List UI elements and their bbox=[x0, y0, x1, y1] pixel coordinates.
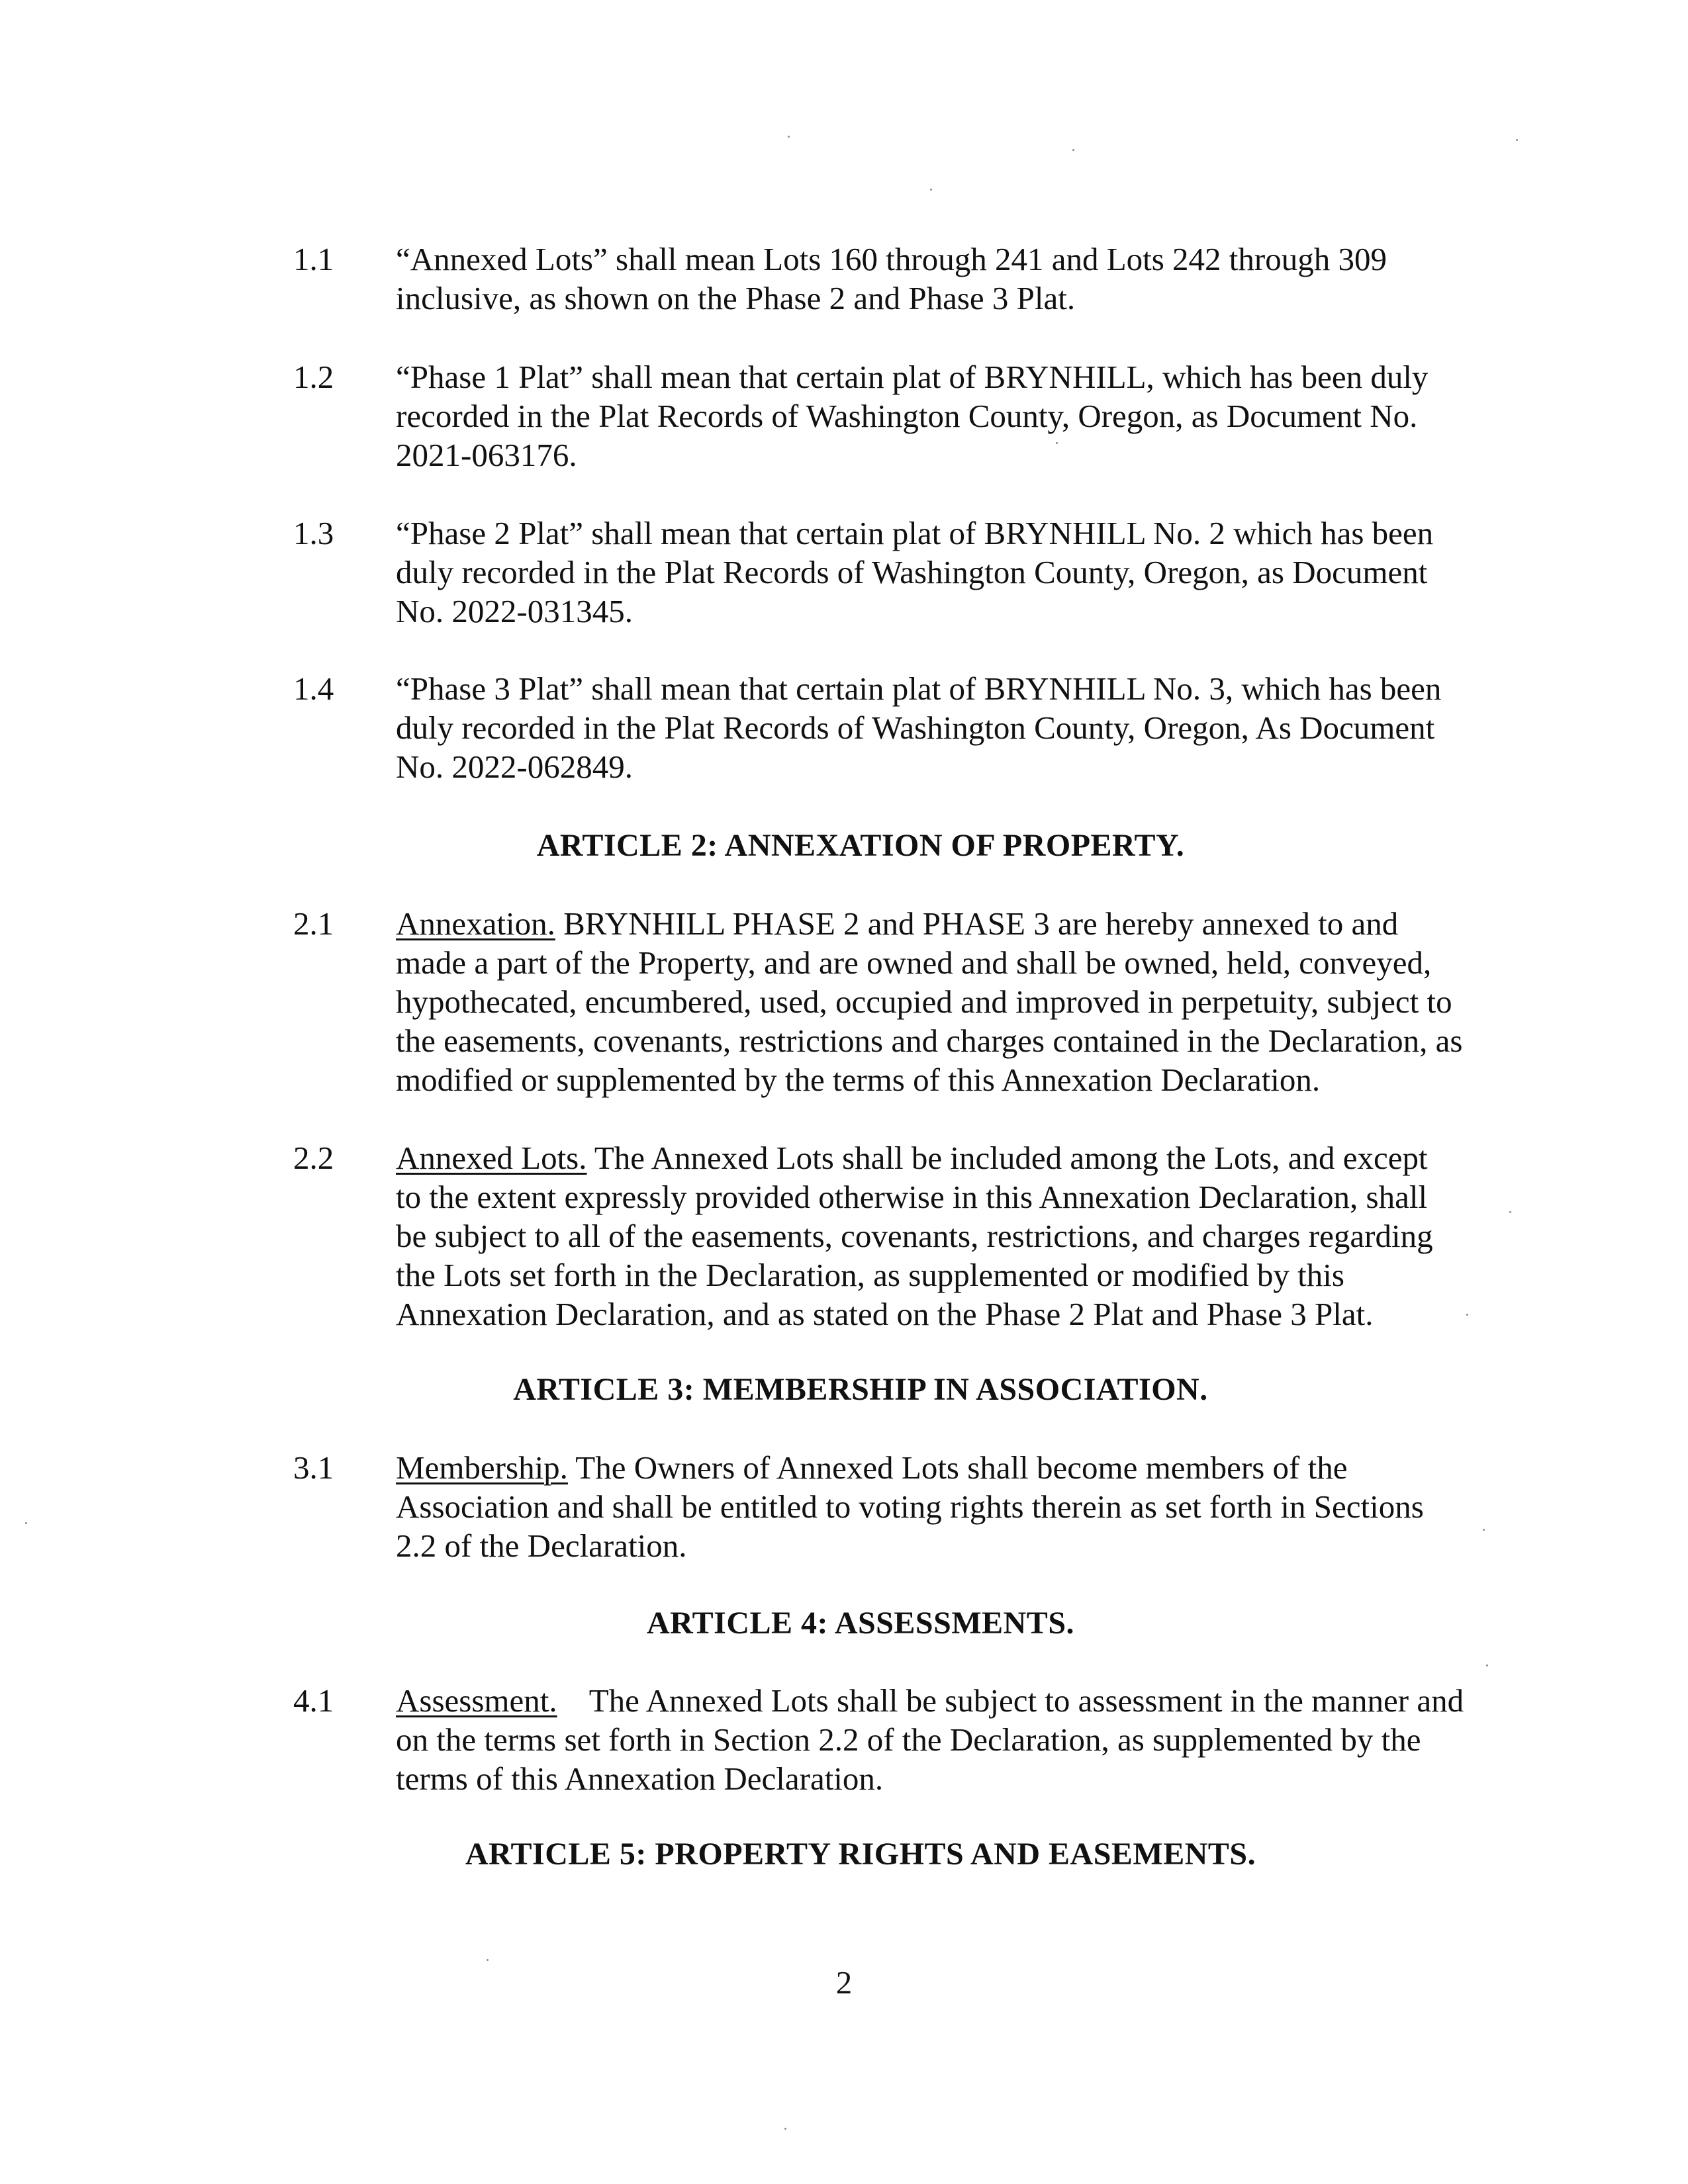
text-line: be subject to all of the easements, covenants, restrictions, and charges regarding bbox=[396, 1218, 1433, 1254]
text-line: Annexation Declaration, and as stated on the Phase 2 Plat and Phase 3 Plat. bbox=[396, 1296, 1374, 1332]
section-number: 2.1 bbox=[293, 905, 334, 942]
scan-speck bbox=[487, 1959, 489, 1961]
article-2-heading bbox=[0, 826, 1688, 865]
page-number: 2 bbox=[835, 1964, 853, 2001]
text-line bbox=[396, 1448, 1498, 1487]
scan-speck bbox=[1483, 1529, 1485, 1531]
text-line: duly recorded in the Plat Records of Washington County, Oregon, As Document bbox=[396, 709, 1435, 746]
text-line: “Phase 1 Plat” shall mean that certain plat of BRYNHILL, which has been duly bbox=[396, 359, 1429, 395]
text-line: duly recorded in the Plat Records of Washington County, Oregon, as Document bbox=[396, 554, 1428, 590]
text-line: made a part of the Property, and are owned and shall be owned, held, conveyed, bbox=[396, 944, 1432, 981]
section-title: Assessment. bbox=[396, 1682, 557, 1719]
section-number: 4.1 bbox=[293, 1682, 334, 1719]
heading-text: ARTICLE 2: ANNEXATION OF PROPERTY. bbox=[536, 828, 1185, 863]
text-line bbox=[396, 904, 1498, 943]
scan-speck bbox=[1509, 1211, 1511, 1213]
heading-text: ARTICLE 3: MEMBERSHIP IN ASSOCIATION. bbox=[513, 1372, 1208, 1407]
scan-speck bbox=[25, 1522, 27, 1524]
scan-speck bbox=[930, 189, 932, 191]
text-line bbox=[396, 1138, 1498, 1177]
text-line: to the extent expressly provided otherwise in this Annexation Declaration, shall bbox=[396, 1179, 1428, 1215]
section-text bbox=[396, 669, 1498, 786]
text-line: on the terms set forth in Section 2.2 of the Declaration, as supplemented by the bbox=[396, 1721, 1421, 1758]
section-number: 2.2 bbox=[293, 1140, 334, 1176]
section-number: 3.1 bbox=[293, 1449, 334, 1486]
text-line: No. 2022-031345. bbox=[396, 593, 633, 629]
section-number: 1.1 bbox=[293, 241, 334, 277]
section-text bbox=[396, 240, 1498, 318]
heading-text: ARTICLE 5: PROPERTY RIGHTS AND EASEMENTS. bbox=[465, 1837, 1256, 1872]
text-line: hypothecated, encumbered, used, occupied and improved in perpetuity, subject to bbox=[396, 983, 1452, 1020]
article-5-heading bbox=[0, 1835, 1688, 1874]
section-text bbox=[396, 1681, 1498, 1798]
text-fragment: The Owners of Annexed Lots shall become members of the bbox=[567, 1449, 1348, 1486]
article-4-heading bbox=[0, 1604, 1688, 1643]
scan-speck bbox=[788, 136, 790, 138]
text-fragment: BRYNHILL PHASE 2 and PHASE 3 are hereby annexed to and bbox=[555, 905, 1399, 942]
scan-speck bbox=[1466, 1314, 1468, 1316]
text-line: “Phase 3 Plat” shall mean that certain plat of BRYNHILL No. 3, which has been bbox=[396, 670, 1442, 707]
text-line: 2021-063176. bbox=[396, 437, 577, 473]
section-text bbox=[396, 904, 1498, 1099]
article-3-heading bbox=[0, 1370, 1688, 1409]
section-number: 1.3 bbox=[293, 515, 334, 551]
scan-speck bbox=[1516, 139, 1518, 141]
section-title: Annexed Lots. bbox=[396, 1140, 587, 1176]
section-text bbox=[396, 514, 1498, 631]
text-line: inclusive, as shown on the Phase 2 and Phase 3 Plat. bbox=[396, 280, 1076, 316]
text-line: terms of this Annexation Declaration. bbox=[396, 1760, 884, 1797]
heading-text: ARTICLE 4: ASSESSMENTS. bbox=[646, 1606, 1075, 1641]
text-line: No. 2022-062849. bbox=[396, 749, 633, 785]
text-line: Association and shall be entitled to voting rights therein as set forth in Sections bbox=[396, 1488, 1424, 1525]
scan-speck bbox=[1072, 149, 1074, 151]
scan-speck bbox=[1486, 1664, 1488, 1666]
text-line: 2.2 of the Declaration. bbox=[396, 1527, 687, 1564]
section-title: Annexation. bbox=[396, 905, 555, 942]
scan-speck bbox=[1056, 442, 1058, 444]
text-line: recorded in the Plat Records of Washington County, Oregon, as Document No. bbox=[396, 398, 1418, 434]
scan-speck bbox=[784, 2128, 786, 2130]
section-number: 1.4 bbox=[293, 670, 334, 707]
section-text bbox=[396, 1138, 1498, 1334]
text-line: the Lots set forth in the Declaration, as supplemented or modified by this bbox=[396, 1257, 1344, 1293]
text-line: the easements, covenants, restrictions and charges contained in the Declaration, as bbox=[396, 1023, 1463, 1059]
text-line bbox=[396, 1681, 1498, 1720]
text-fragment: The Annexed Lots shall be subject to assessment in the manner and bbox=[557, 1682, 1464, 1719]
section-number: 1.2 bbox=[293, 359, 334, 395]
text-line: modified or supplemented by the terms of this Annexation Declaration. bbox=[396, 1062, 1321, 1098]
text-fragment: The Annexed Lots shall be included among the Lots, and except bbox=[586, 1140, 1428, 1176]
text-line: “Annexed Lots” shall mean Lots 160 through 241 and Lots 242 through 309 bbox=[396, 241, 1387, 277]
text-line: “Phase 2 Plat” shall mean that certain plat of BRYNHILL No. 2 which has been bbox=[396, 515, 1434, 551]
section-text bbox=[396, 357, 1498, 475]
section-text bbox=[396, 1448, 1498, 1565]
section-title: Membership. bbox=[396, 1449, 568, 1486]
